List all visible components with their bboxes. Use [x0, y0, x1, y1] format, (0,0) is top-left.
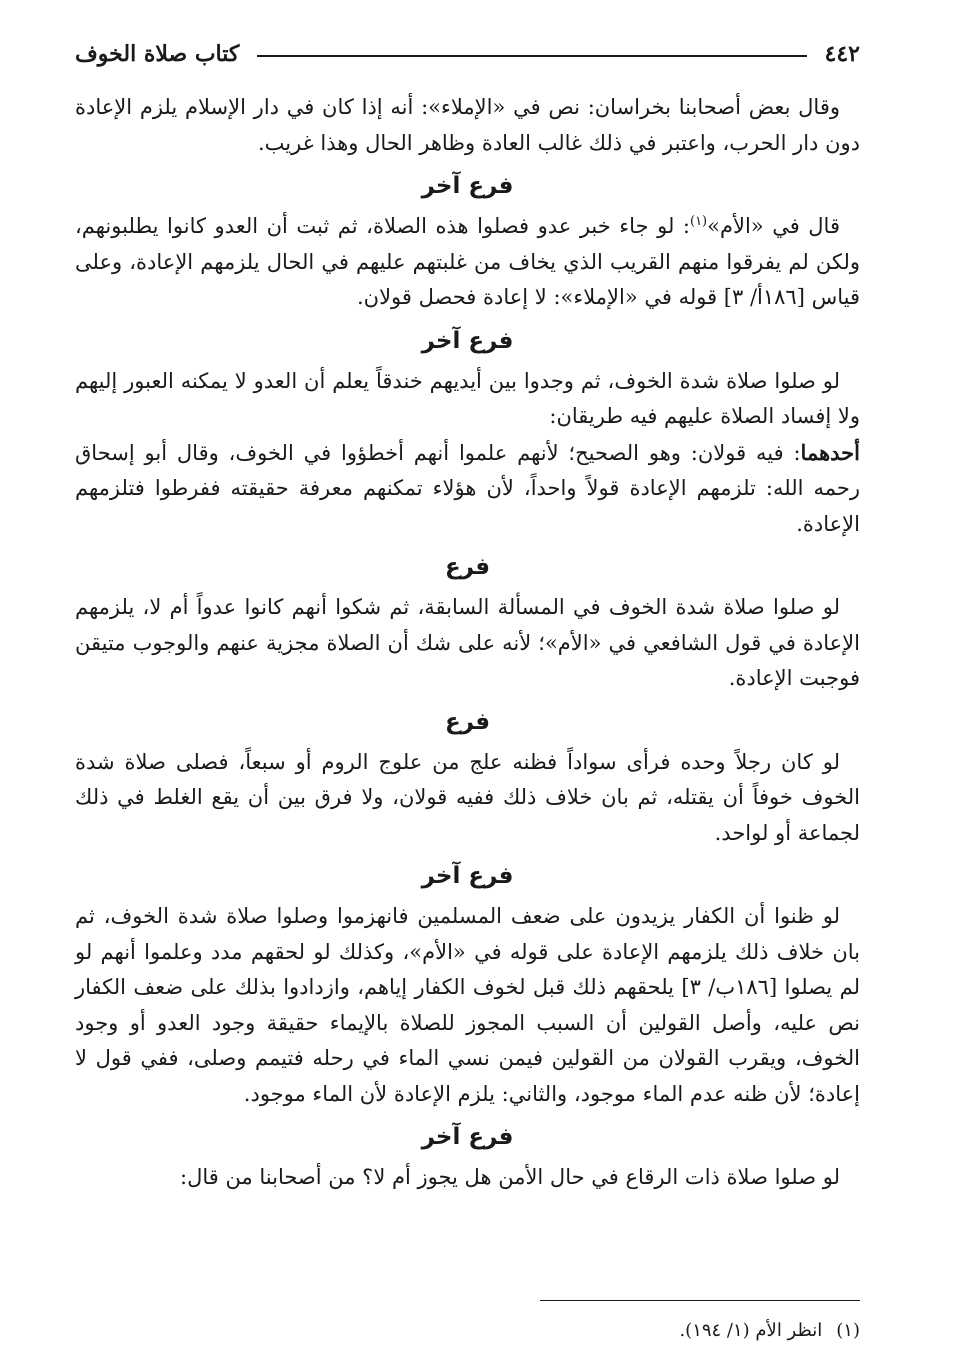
section-heading: فرع آخر	[421, 173, 514, 199]
book-page	[75, 28, 860, 1350]
paragraph	[75, 209, 860, 316]
section-heading: فرع	[444, 554, 491, 580]
paragraph: وقال بعض أصحابنا بخراسان: نص في «الإملاء»: أنه إذا كان في دار الإسلام يلزم الإعادة دون دار الحرب، واعتبر في ذلك غالب العادة وظاهر الحال وهذا غريب.	[75, 95, 860, 155]
header-rule	[257, 55, 806, 57]
book-title: كتاب صلاة الخوف	[75, 41, 240, 67]
body-text	[75, 90, 860, 1196]
footnote-marker: (١)	[836, 1320, 860, 1341]
paragraph-text: : فيه قولان: وهو الصحيح؛ لأنهم علموا أنهم أخطؤوا في الخوف، وقال أبو إسحاق رحمه الله: تلزمهم الإعادة قولاً واحداً، لأن هؤلاء تمكنهم معرفة حقيقته ففرطوا فتلزمهم الإعادة.	[75, 440, 860, 536]
paragraph: لو صلوا صلاة شدة الخوف في المسألة السابقة، ثم شكوا أنهم كانوا عدواً أم لا، يلزمهم الإعادة في قول الشافعي في «الأم»؛ لأنه على شك أن الصلاة مجزية عنهم والوجوب متيقن فوجبت الإعادة.	[75, 595, 860, 690]
paragraph: لو كان رجلاً وحده فرأى سواداً فظنه علج من علوج الروم أو سبعاً، فصلى صلاة شدة الخوف خوفاً أن يقتله، ثم بان خلاف ذلك ففيه قولان، ولا فرق بين أن يقع الغلط في ذلك لجماعة أو لواحد.	[75, 749, 860, 845]
footnote-rule	[540, 1300, 860, 1301]
paragraph: لو ظنوا أن الكفار يزيدون على ضعف المسلمين فانهزموا وصلوا صلاة شدة الخوف، ثم بان خلاف ذلك يلزمهم الإعادة على قوله في «الأم»، وكذلك لو لحقهم مدد وعلموا أنهم لو لم يصلوا [١٨٦ب/ ٣] يلحقهم ذلك قبل لخوف الكفار إياهم، وازدادوا بذلك على ضعف الكفار نص عليه، وأصل القولين أن السبب المجوز للصلاة بالإيماء حقيقة وجود العدو أو وجود الخوف، ويقرب القولان من القولين فيمن نسي الماء في رحله فتيمم وصلى، ففي قول لا إعادة؛ لأن ظنه عدم الماء موجود، والثاني: يلزم الإعادة لأن الماء موجود.	[75, 904, 860, 1106]
page-number: ٤٤٢	[824, 41, 860, 67]
running-head	[75, 28, 860, 80]
section-heading: فرع آخر	[421, 1124, 514, 1150]
paragraph: لو صلوا صلاة شدة الخوف، ثم وجدوا بين أيديهم خندقاً يعلم أن العدو لا يمكنه العبور إليهم ولا إفساد الصلاة عليهم فيه طريقان:	[75, 368, 860, 428]
footnote	[679, 1318, 860, 1344]
section-heading: فرع آخر	[421, 863, 514, 889]
footnote-reference: (١)	[689, 214, 708, 229]
paragraph	[75, 435, 860, 543]
section-heading: فرع	[444, 708, 491, 735]
footnote-text: انظر الأم (١/ ١٩٤).	[679, 1320, 823, 1341]
lead-word: أحدهما	[800, 439, 860, 465]
paragraph-text: قال في «الأم»	[707, 214, 840, 238]
section-heading: فرع آخر	[421, 327, 514, 354]
paragraph-text: : لو جاء خبر عدو فصلوا هذه الصلاة، ثم ثبت أن العدو كانوا يطلبونهم، ولكن لم يفرقوا منهم القريب الذي يخاف من غلبتهم عليهم في الحال يلزمهم الإعادة، وعلى قياس [١٨٦أ/ ٣] قوله في «الإملاء»: لا إعادة فحصل قولان.	[75, 214, 860, 309]
paragraph: لو صلوا صلاة ذات الرقاع في حال الأمن هل يجوز أم لا؟ من أصحابنا من قال:	[180, 1165, 840, 1189]
